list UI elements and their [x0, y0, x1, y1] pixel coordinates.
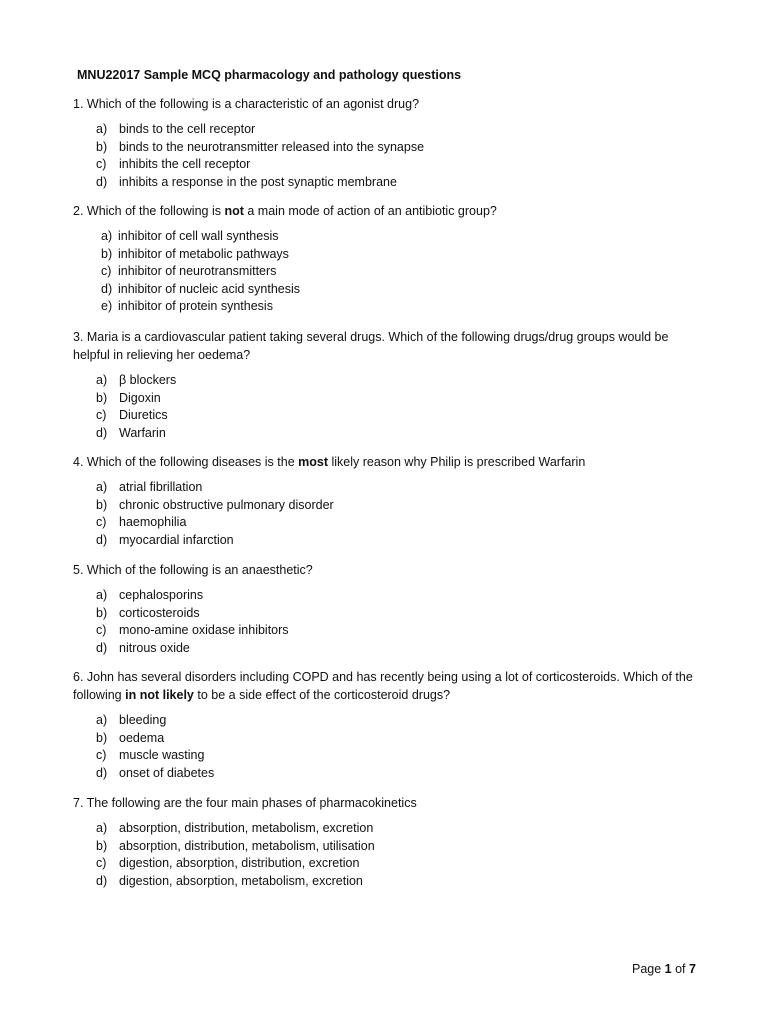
option-text: chronic obstructive pulmonary disorder — [119, 497, 334, 512]
option-text: cephalosporins — [119, 588, 204, 602]
option-text: inhibitor of cell wall synthesis — [118, 229, 279, 243]
option-item — [73, 390, 698, 408]
option-item — [73, 838, 698, 856]
option-letter: d) — [96, 765, 108, 780]
option-item — [73, 139, 698, 157]
option-letter: d) — [96, 425, 108, 440]
option-item — [73, 532, 698, 550]
option-item — [73, 479, 698, 497]
option-letter: d) — [101, 281, 113, 296]
option-item — [73, 156, 698, 174]
option-letter: d) — [96, 532, 108, 547]
option-item — [73, 263, 698, 281]
option-letter: a) — [96, 821, 108, 835]
option-list — [73, 372, 698, 442]
page-of-label: of — [671, 962, 689, 976]
option-text: inhibitor of neurotransmitters — [118, 264, 277, 278]
option-letter: a) — [96, 122, 108, 136]
option-letter: d) — [96, 640, 108, 655]
stem-text: 2. Which of the following is — [73, 204, 225, 218]
question-stem: 3. Maria is a cardiovascular patient taking several drugs. Which of the following drugs/drug groups would be helpful in relieving her oedema? — [73, 330, 669, 362]
option-text: myocardial infarction — [119, 532, 234, 547]
stem-text: to be a side effect of the corticosteroid drugs? — [193, 688, 451, 702]
option-letter: b) — [96, 838, 108, 853]
option-item — [73, 407, 698, 425]
option-item — [73, 372, 698, 390]
option-letter: b) — [101, 246, 113, 261]
option-letter: d) — [96, 174, 108, 189]
option-item — [73, 425, 698, 443]
option-text: inhibitor of protein synthesis — [118, 299, 273, 313]
option-letter: e) — [101, 299, 113, 313]
stem-emphasis: not — [224, 204, 244, 218]
option-text: inhibitor of nucleic acid synthesis — [118, 281, 301, 296]
option-letter: b) — [96, 730, 108, 745]
stem-text: likely reason why Philip is prescribed Warfarin — [328, 455, 586, 469]
question-3 — [73, 328, 698, 442]
question-stem: 7. The following are the four main phases of pharmacokinetics — [73, 796, 417, 810]
option-text: haemophilia — [119, 515, 187, 529]
stem-text: a main mode of action of an antibiotic group? — [243, 204, 497, 218]
option-list — [73, 228, 698, 316]
option-letter: c) — [101, 264, 112, 278]
option-text: inhibits the cell receptor — [119, 157, 251, 171]
option-item — [73, 873, 698, 891]
option-text: Warfarin — [119, 425, 166, 440]
option-text: Digoxin — [119, 390, 161, 405]
document-title: MNU22017 Sample MCQ pharmacology and pathology questions — [77, 68, 462, 82]
question-stem — [73, 668, 698, 704]
option-list — [73, 479, 698, 549]
option-text: onset of diabetes — [119, 765, 215, 780]
question-1 — [73, 95, 698, 191]
option-list — [73, 820, 698, 890]
option-text: nitrous oxide — [119, 640, 190, 655]
option-item — [73, 246, 698, 264]
option-letter: b) — [96, 139, 108, 154]
option-item — [73, 587, 698, 605]
option-list — [73, 121, 698, 191]
option-item — [73, 622, 698, 640]
question-6 — [73, 668, 698, 782]
stem-text: 4. Which of the following diseases is the — [73, 455, 299, 469]
option-item — [73, 497, 698, 515]
question-2 — [73, 202, 698, 316]
page-current: 1 — [664, 962, 672, 976]
option-item — [73, 121, 698, 139]
option-item — [73, 514, 698, 532]
stem-emphasis: in not likely — [125, 688, 194, 702]
option-text: inhibitor of metabolic pathways — [118, 246, 289, 261]
option-letter: c) — [96, 748, 107, 762]
stem-text: 6. John has several disorders including COPD and has recently being using a lot of corticosteroids. Which of the following — [73, 670, 693, 702]
option-text: digestion, absorption, metabolism, excretion — [119, 873, 363, 888]
question-4 — [73, 453, 698, 549]
option-text: corticosteroids — [119, 605, 200, 620]
question-7 — [73, 794, 698, 890]
option-letter: c) — [96, 408, 107, 422]
option-letter: a) — [96, 713, 108, 727]
option-list — [73, 712, 698, 782]
option-letter: a) — [101, 229, 113, 243]
option-letter: c) — [96, 515, 107, 529]
question-stem — [73, 453, 698, 471]
option-text: mono-amine oxidase inhibitors — [119, 623, 289, 637]
option-text: β blockers — [119, 373, 177, 387]
question-stem: 1. Which of the following is a characteristic of an agonist drug? — [73, 97, 420, 111]
option-list — [73, 587, 698, 657]
option-text: digestion, absorption, distribution, excretion — [119, 856, 360, 870]
option-letter: a) — [96, 373, 108, 387]
option-item — [73, 298, 698, 316]
option-text: inhibits a response in the post synaptic membrane — [119, 174, 397, 189]
option-letter: d) — [96, 873, 108, 888]
option-text: muscle wasting — [119, 748, 205, 762]
option-item — [73, 855, 698, 873]
option-text: binds to the cell receptor — [119, 122, 256, 136]
option-letter: a) — [96, 588, 108, 602]
option-item — [73, 730, 698, 748]
page-footer — [632, 962, 696, 976]
option-text: atrial fibrillation — [119, 480, 203, 494]
question-stem: 5. Which of the following is an anaesthetic? — [73, 563, 313, 577]
option-letter: b) — [96, 390, 108, 405]
option-text: Diuretics — [119, 408, 168, 422]
option-letter: a) — [96, 480, 108, 494]
option-letter: b) — [96, 605, 108, 620]
option-item — [73, 820, 698, 838]
option-item — [73, 765, 698, 783]
option-item — [73, 174, 698, 192]
option-item — [73, 747, 698, 765]
option-item — [73, 605, 698, 623]
question-5 — [73, 561, 698, 657]
page-total: 7 — [689, 962, 696, 976]
option-letter: c) — [96, 157, 107, 171]
option-item — [73, 281, 698, 299]
option-letter: c) — [96, 623, 107, 637]
question-stem — [73, 202, 698, 220]
option-text: binds to the neurotransmitter released into the synapse — [119, 139, 425, 154]
page-label: Page — [632, 962, 665, 976]
option-text: oedema — [119, 730, 165, 745]
option-text: absorption, distribution, metabolism, utilisation — [119, 838, 375, 853]
option-item — [73, 640, 698, 658]
option-letter: b) — [96, 497, 108, 512]
stem-emphasis: most — [298, 455, 328, 469]
option-item — [73, 228, 698, 246]
option-item — [73, 712, 698, 730]
option-letter: c) — [96, 856, 107, 870]
option-text: absorption, distribution, metabolism, excretion — [119, 821, 374, 835]
option-text: bleeding — [119, 713, 167, 727]
